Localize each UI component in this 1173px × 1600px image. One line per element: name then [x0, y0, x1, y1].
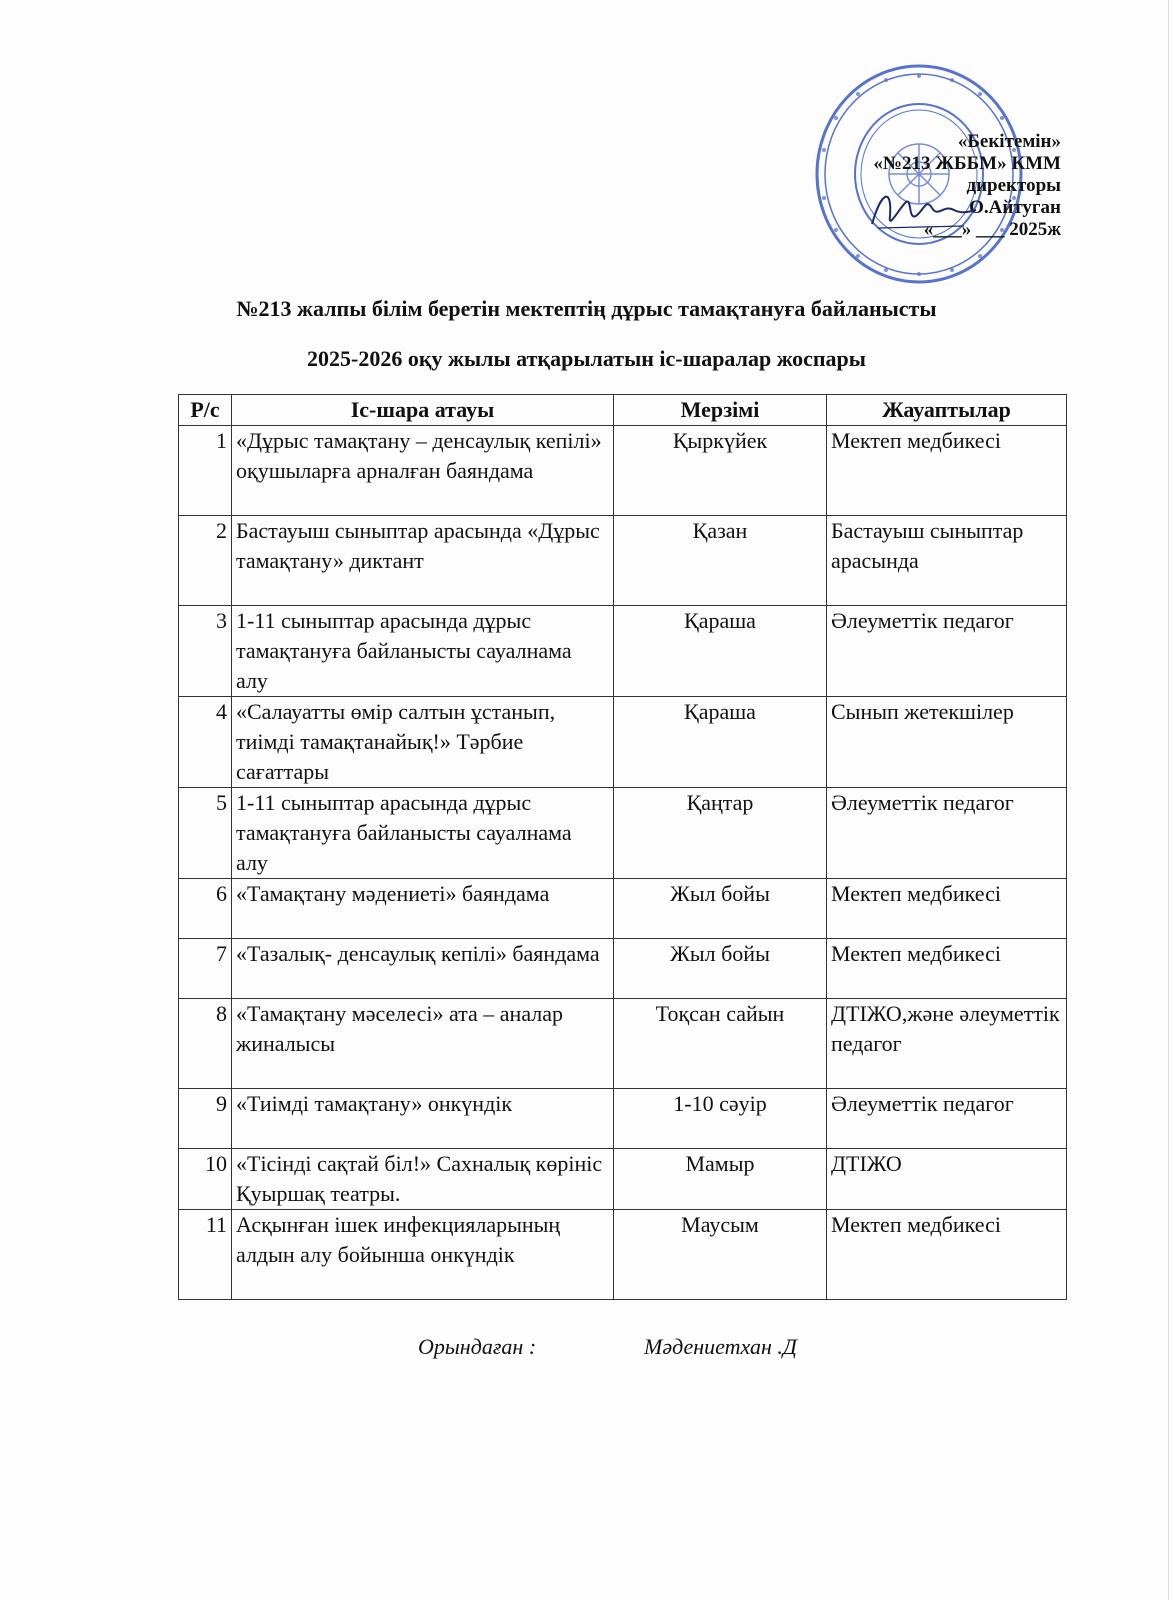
executed-by-name: Мәдениетхан .Д — [644, 1334, 797, 1359]
page-edge — [1168, 0, 1169, 1600]
row-responsible: Мектеп медбикесі — [827, 939, 1067, 999]
approval-school: «№213 ЖББМ» КММ — [873, 153, 1061, 174]
row-number: 3 — [179, 606, 232, 697]
approval-position: директоры — [966, 175, 1061, 196]
row-event-name: Асқынған ішек инфекцияларының алдын алу бойынша онкүндік — [232, 1210, 614, 1300]
table-row — [179, 426, 1067, 516]
row-period: Маусым — [614, 1210, 827, 1300]
row-event-name: «Тісінді сақтай біл!» Сахналық көрініс Қуыршақ театры. — [232, 1149, 614, 1210]
row-number: 9 — [179, 1089, 232, 1149]
table-row — [179, 1210, 1067, 1300]
row-number: 8 — [179, 999, 232, 1089]
document-title-line2: 2025-2026 оқу жылы атқарылатын іс-шаралар жоспары — [307, 346, 866, 371]
row-event-name: «Дұрыс тамақтану – денсаулық кепілі» оқушыларға арналған баяндама — [232, 426, 614, 516]
row-number: 4 — [179, 697, 232, 788]
table-row — [179, 516, 1067, 606]
table-row — [179, 788, 1067, 879]
row-number: 1 — [179, 426, 232, 516]
row-period: 1-10 сәуір — [614, 1089, 827, 1149]
row-period: Қараша — [614, 606, 827, 697]
row-number: 2 — [179, 516, 232, 606]
row-period: Жыл бойы — [614, 879, 827, 939]
row-number: 10 — [179, 1149, 232, 1210]
row-number: 11 — [179, 1210, 232, 1300]
table-row — [179, 999, 1067, 1089]
row-number: 7 — [179, 939, 232, 999]
row-event-name: «Тамақтану мәселесі» ата – аналар жиналысы — [232, 999, 614, 1089]
row-responsible: Сынып жетекшілер — [827, 697, 1067, 788]
executed-by-label: Орындаған : — [418, 1334, 537, 1359]
row-responsible: Әлеуметтік педагог — [827, 1089, 1067, 1149]
approval-heading: «Бекітемін» — [957, 131, 1061, 152]
row-period: Мамыр — [614, 1149, 827, 1210]
header-event-name: Іс-шара атауы — [232, 395, 614, 426]
row-event-name: «Тамақтану мәдениеті» баяндама — [232, 879, 614, 939]
approval-date: «___» ___ 2025ж — [923, 219, 1061, 240]
row-event-name: «Тиімді тамақтану» онкүндік — [232, 1089, 614, 1149]
row-responsible: Мектеп медбикесі — [827, 1210, 1067, 1300]
row-event-name: 1-11 сыныптар арасында дұрыс тамақтануға байланысты сауалнама алу — [232, 606, 614, 697]
row-responsible: ДТІЖО — [827, 1149, 1067, 1210]
header-responsible: Жауаптылар — [827, 395, 1067, 426]
table-row — [179, 1089, 1067, 1149]
row-event-name: 1-11 сыныптар арасында дұрыс тамақтануға байланысты сауалнама алу — [232, 788, 614, 879]
row-period: Қараша — [614, 697, 827, 788]
table-header-row — [179, 395, 1067, 426]
table-row — [179, 939, 1067, 999]
table-row — [179, 1149, 1067, 1210]
row-period: Қыркүйек — [614, 426, 827, 516]
table-row — [179, 606, 1067, 697]
row-event-name: Бастауыш сыныптар арасында «Дұрыс тамақтану» диктант — [232, 516, 614, 606]
row-event-name: «Тазалық- денсаулық кепілі» баяндама — [232, 939, 614, 999]
row-period: Жыл бойы — [614, 939, 827, 999]
row-responsible: Мектеп медбикесі — [827, 426, 1067, 516]
row-period: Қазан — [614, 516, 827, 606]
row-responsible: Мектеп медбикесі — [827, 879, 1067, 939]
table-row — [179, 697, 1067, 788]
row-period: Қаңтар — [614, 788, 827, 879]
row-number: 5 — [179, 788, 232, 879]
events-plan-table — [178, 394, 1067, 1300]
header-period: Мерзімі — [614, 395, 827, 426]
row-event-name: «Салауатты өмір салтын ұстанып, тиімді тамақтанайық!» Тәрбие сағаттары — [232, 697, 614, 788]
header-num: Р/с — [179, 395, 232, 426]
row-responsible: ДТІЖО,және әлеуметтік педагог — [827, 999, 1067, 1089]
row-responsible: Әлеуметтік педагог — [827, 606, 1067, 697]
row-responsible: Бастауыш сыныптар арасында — [827, 516, 1067, 606]
row-responsible: Әлеуметтік педагог — [827, 788, 1067, 879]
approval-director-name: О.Айтуган — [969, 197, 1061, 218]
document-title-line1: №213 жалпы білім беретін мектептің дұрыс тамақтануға байланысты — [236, 296, 937, 321]
row-period: Тоқсан сайын — [614, 999, 827, 1089]
table-row — [179, 879, 1067, 939]
director-signature — [868, 180, 978, 240]
row-number: 6 — [179, 879, 232, 939]
